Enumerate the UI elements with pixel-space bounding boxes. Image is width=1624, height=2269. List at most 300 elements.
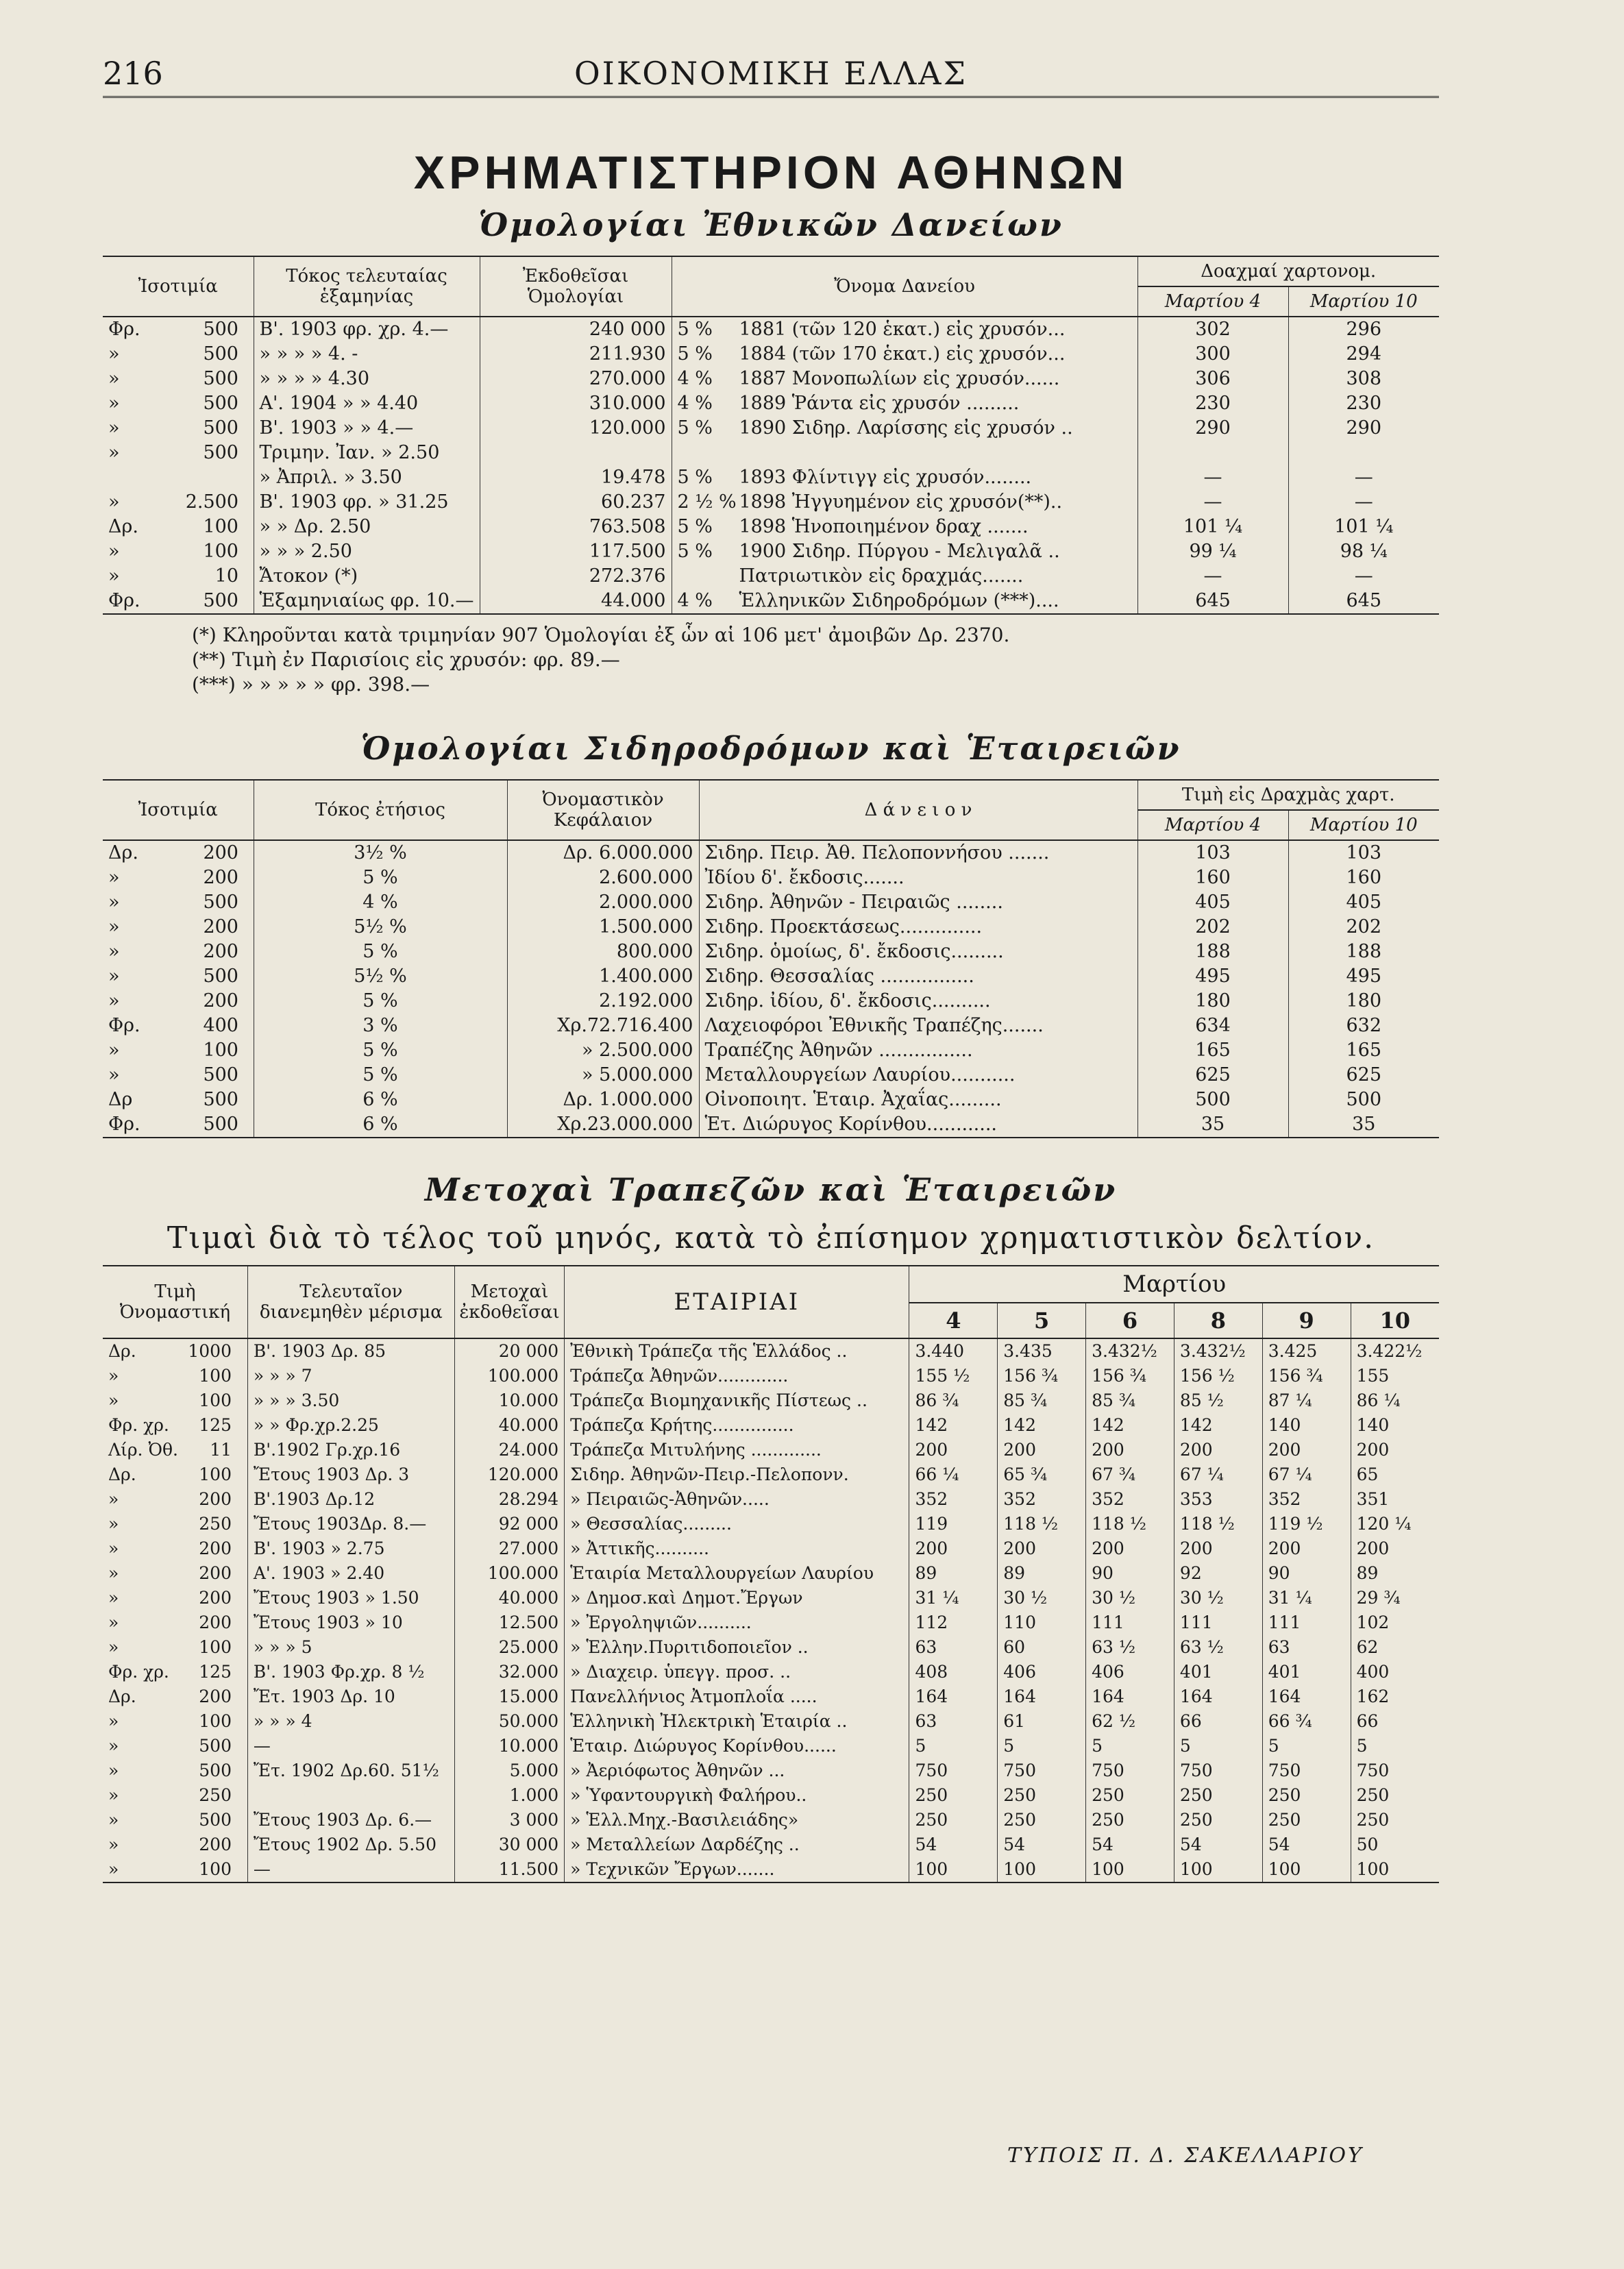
table-cell [672,441,1137,465]
cell-text: 142 [1092,1415,1124,1435]
cell-text: 164 [1268,1687,1301,1706]
table-cell [1086,1536,1174,1561]
table-cell [103,367,254,391]
table-cell [254,367,480,391]
cell-text: 85 ¾ [1092,1390,1136,1410]
cell-text: 103 [1195,842,1231,863]
table-row [103,1487,1439,1512]
cell-text: 140 [1356,1415,1390,1435]
table-row [103,1586,1439,1610]
col-header-isotimia: Ἰσοτιμία [103,780,254,840]
table-row [103,441,1439,465]
table-cell [480,317,672,342]
cell-text: 89 [1003,1563,1026,1583]
cell-text: 67 ¾ [1092,1464,1136,1484]
cell-text: Ἔτους 1903Δρ. 8.— [253,1514,427,1534]
cell-text: Α'. 1904 » » 4.40 [259,393,419,414]
table-cell [1351,1536,1439,1561]
table-cell [1086,1462,1174,1487]
table-cell [1137,416,1288,441]
table-cell [672,317,1137,342]
table-cell [103,342,254,367]
table-cell [254,1088,507,1112]
cell-text: 35 [1201,1114,1225,1135]
cell-text: » Ὑφαντουργικὴ Φαλήρου.. [570,1785,807,1805]
cell-text: Ἑξαμηνιαίως φρ. 10.— [259,590,474,611]
cell-text: Σιδηρ. Ἀθηνῶν-Πειρ.-Πελοπονν. [570,1464,849,1484]
cell-text: 200 [1179,1538,1213,1558]
cell-text: 200 [1179,1440,1213,1460]
cell-text: Ἑλληνικῶν Σιδηροδρόμων (***).... [739,590,1059,611]
table-cell [1137,1014,1288,1038]
table-cell [1137,915,1288,940]
table-cell [1086,1660,1174,1684]
cell-text: Ἑτ. Διώρυγος Κορίνθου............ [704,1114,998,1135]
table-cell [1262,1857,1351,1882]
table-row [103,564,1439,589]
cell-text: 30 000 [498,1835,559,1854]
cell-text: 100 [199,1711,232,1731]
cell-text: 5 % [362,1064,398,1086]
cell-text: 200 [1356,1538,1390,1558]
cell-text: 1889 Ῥάντα εἰς χρυσόν ......... [739,393,1020,414]
table-row [103,367,1439,391]
cell-text: Σιδηρ. ἰδίου, δ'. ἔκδοσις.......... [704,990,991,1011]
table-cell [1137,1063,1288,1088]
cell-text: 250 [199,1514,232,1534]
cell-text: 89 [1356,1563,1379,1583]
cell-text: 4 % [362,892,398,913]
cell-text: 100 [199,1464,232,1484]
table-cell [1086,1734,1174,1758]
cell-text: 200 [199,1538,232,1558]
table-cell [1288,441,1439,465]
table-cell [1288,342,1439,367]
col-header-etairiai: ΕΤΑΙΡΙΑΙ [565,1266,909,1338]
cell-text: 5 [1268,1736,1279,1756]
cell-text: 100 [199,1859,232,1879]
table-cell [1288,840,1439,866]
cell-text: Σιδηρ. Προεκτάσεως.............. [704,916,983,937]
table-cell [565,1512,909,1536]
table-cell [247,1438,454,1462]
cell-text: 250 [1268,1785,1301,1805]
col-header-kefalaion: Ὀνομαστικὸν Κεφάλαιον [507,780,699,840]
cell-text: Β'. 1903 » » 4.— [259,417,414,439]
table-cell [998,1438,1086,1462]
table-cell [103,1660,247,1684]
cell-text: 500 [1195,1089,1231,1110]
table-cell [1351,1783,1439,1808]
table-cell [1086,1783,1174,1808]
page [103,41,1439,1883]
cell-text: 19.478 [601,467,666,488]
cell-text: 100 [199,1637,232,1657]
cell-text: Ἔτους 1902 Δρ. 5.50 [253,1835,436,1854]
table-cell [254,890,507,915]
table-row [103,1635,1439,1660]
table-cell [1086,1364,1174,1388]
running-title: ΟΙΚΟΝΟΜΙΚΗ ΕΛΛΑΣ [574,55,968,92]
table-cell [1288,890,1439,915]
table-cell [1174,1561,1262,1586]
table-cell [1288,964,1439,989]
cell-text: 4 % [677,590,713,611]
table-cell [454,1684,564,1709]
cell-text: 164 [1179,1687,1213,1706]
col-header-date-1: Μαρτίου 4 [1137,810,1288,840]
cell-text: 111 [1268,1612,1301,1632]
table-cell [1137,564,1288,589]
table-cell [247,1660,454,1684]
cell-text: 500 [199,1810,232,1830]
table-cell [1262,1438,1351,1462]
table-row [103,1088,1439,1112]
cell-text: » Μεταλλείων Δαρδέζης .. [570,1835,800,1854]
cell-text: 101 ¼ [1334,516,1394,537]
cell-text: 763.508 [589,516,666,537]
table-cell [454,1832,564,1857]
cell-text: » [108,1810,119,1830]
cell-text: 30 ½ [1003,1588,1048,1608]
cell-text: 406 [1092,1662,1124,1682]
cell-text: 200 [915,1538,948,1558]
cell-text: Λίρ. Ὀθ. [108,1440,178,1460]
table-cell [565,1660,909,1684]
cell-text: 66 ¼ [915,1464,959,1484]
cell-text: » Θεσσαλίας......... [570,1514,732,1534]
cell-text: 250 [1092,1810,1124,1830]
table-cell [247,1536,454,1561]
table-cell [1351,1462,1439,1487]
cell-text: » Ἑλλ.Μηχ.-Βασιλειάδης» [570,1810,799,1830]
col-header-date-2: Μαρτίου 10 [1288,810,1439,840]
cell-text: » Ἀεριόφωτος Ἀθηνῶν ... [570,1761,785,1780]
table-cell [247,1808,454,1832]
cell-text: 50.000 [498,1711,559,1731]
cell-text: 60.237 [601,491,666,513]
cell-text: 240 000 [589,319,666,340]
cell-text: 117.500 [589,541,666,562]
table-cell [103,1512,247,1536]
cell-text: — [1354,467,1373,488]
cell-text: 99 ¼ [1189,541,1237,562]
cell-text: 111 [1179,1612,1213,1632]
cell-text: Τριμην. Ἰαν. » 2.50 [259,442,440,463]
table-cell [103,1413,247,1438]
table-cell [103,989,254,1014]
table-cell [247,1758,454,1783]
cell-text: 645 [1195,590,1231,611]
cell-text: 85 ¾ [1003,1390,1048,1410]
table-row [103,1462,1439,1487]
cell-text: 12.500 [498,1612,559,1632]
cell-text: Ἑλληνικὴ Ἠλεκτρικὴ Ἑταιρία .. [570,1711,848,1731]
cell-text: 140 [1268,1415,1301,1435]
cell-text: 100 [199,1390,232,1410]
table-cell [1262,1512,1351,1536]
cell-text: — [1203,565,1222,587]
table-cell [103,589,254,614]
cell-text: 62 ½ [1092,1711,1136,1731]
cell-text: 3 % [362,1015,398,1036]
table-cell [672,367,1137,391]
table-cell [103,840,254,866]
table-row [103,1512,1439,1536]
table-cell [1174,1709,1262,1734]
cell-text: 1.400.000 [599,966,693,987]
cell-text: 66 [1179,1711,1202,1731]
cell-text: » [108,442,120,463]
table-cell [103,1536,247,1561]
cell-text: 3 000 [509,1810,559,1830]
table-cell [103,564,254,589]
table-cell [103,890,254,915]
cell-text: 5½ % [354,966,407,987]
cell-text: Ἑταιρ. Διώρυγος Κορίνθου...... [570,1736,837,1756]
cell-text: 250 [1003,1810,1036,1830]
table-cell [254,989,507,1014]
document-title: ΧΡΗΜΑΤΙΣΤΗΡΙΟΝ ΑΘΗΝΩΝ [413,147,1129,199]
col-header-day: 8 [1174,1303,1262,1338]
cell-text: 98 ¼ [1340,541,1388,562]
cell-text: 400 [1356,1662,1390,1682]
table-cell [1262,1487,1351,1512]
cell-text: 290 [1195,417,1231,439]
table-cell [1262,1610,1351,1635]
cell-text: 5.000 [509,1761,559,1780]
cell-text: 200 [203,842,238,863]
cell-text: 500 [1346,1089,1382,1110]
cell-text: Ἔτ. 1902 Δρ.60. 51½ [253,1761,439,1780]
table-cell [699,1038,1137,1063]
table-row [103,1388,1439,1413]
cell-text: 1881 (τῶν 120 ἑκατ.) εἰς χρυσόν... [739,319,1066,340]
cell-text: 125 [199,1662,232,1682]
table-cell [1288,866,1439,890]
cell-text: 6 % [362,1089,398,1110]
cell-text: » [108,1835,119,1854]
table-cell [454,1512,564,1536]
cell-text: 63 ½ [1179,1637,1224,1657]
cell-text: — [253,1736,271,1756]
table-cell [454,1758,564,1783]
table-cell [507,840,699,866]
table-cell [247,1364,454,1388]
table-cell [699,989,1137,1014]
table-row [103,1338,1439,1364]
cell-text: 5 % [362,867,398,888]
cell-text: 750 [1092,1761,1124,1780]
cell-text: 3½ % [354,842,407,863]
col-header-date-2: Μαρτίου 10 [1288,286,1439,317]
table-cell [1086,1338,1174,1364]
printer-imprint: ΤΥΠΟΙΣ Π. Δ. ΣΑΚΕΛΛΑΡΙΟΥ [1007,2144,1364,2168]
cell-text: 62 [1356,1637,1379,1657]
table-cell [454,1388,564,1413]
table-cell [480,490,672,515]
cell-text: 406 [1003,1662,1036,1682]
cell-text: Φρ. [108,590,140,611]
cell-text: 25.000 [498,1637,559,1657]
table-cell [1351,1438,1439,1462]
table-cell [1262,1561,1351,1586]
table-cell [1351,1610,1439,1635]
table-cell [565,1364,909,1388]
table-cell [998,1832,1086,1857]
cell-text: 352 [1268,1489,1301,1509]
table-cell [909,1857,998,1882]
cell-text: 250 [915,1785,948,1805]
cell-text: Οἰνοποιητ. Ἑταιρ. Ἀχαΐας......... [704,1089,1002,1110]
cell-text: 500 [203,442,238,463]
table-cell [565,1338,909,1364]
table-cell [247,1610,454,1635]
cell-text: 200 [199,1687,232,1706]
cell-text: 65 [1356,1464,1379,1484]
table-cell [565,1832,909,1857]
table-row [103,490,1439,515]
table-cell [998,1610,1086,1635]
table-cell [454,1487,564,1512]
table-cell [1262,1338,1351,1364]
table-cell [1288,317,1439,342]
cell-text: Β'. 1903 φρ. » 31.25 [259,491,449,513]
table-cell [672,465,1137,490]
cell-text: 200 [1003,1538,1036,1558]
cell-text: 200 [199,1489,232,1509]
table-cell [103,1610,247,1635]
table-cell [1288,490,1439,515]
table-cell [1351,1709,1439,1734]
table-cell [1288,416,1439,441]
table-cell [909,1462,998,1487]
table-cell [998,1684,1086,1709]
table-cell [454,1635,564,1660]
cell-text: Δρ. [108,1464,136,1484]
table-cell [247,1832,454,1857]
table-cell [254,342,480,367]
table-cell [699,1088,1137,1112]
table-cell [480,564,672,589]
cell-text: 750 [1356,1761,1390,1780]
cell-text: » 5.000.000 [581,1064,693,1086]
cell-text: 750 [1268,1761,1301,1780]
cell-text: 3.432½ [1092,1341,1157,1361]
cell-text: » [108,1563,119,1583]
cell-text: 500 [203,966,238,987]
cell-text: » [108,1785,119,1805]
cell-text: 4 % [677,393,713,414]
cell-text: 164 [915,1687,948,1706]
table-row [103,1610,1439,1635]
cell-text: 119 [915,1514,948,1534]
table-cell [1262,1388,1351,1413]
cell-text: 1000 [188,1341,232,1361]
cell-text: » [108,916,120,937]
table-cell [1262,1684,1351,1709]
cell-text: 294 [1346,343,1382,365]
cell-text: 11 [210,1440,232,1460]
col-header-tokos: Τόκος τελευταίας ἑξαμηνίας [254,256,480,317]
cell-text: Τραπέζης Ἀθηνῶν ................ [704,1040,973,1061]
table-cell [254,589,480,614]
table-cell [1351,1364,1439,1388]
cell-text: Σιδηρ. Ἀθηνῶν - Πειραιῶς ........ [704,892,1003,913]
table-cell [103,1808,247,1832]
table-cell [699,1063,1137,1088]
railway-bonds-table [103,779,1439,1138]
cell-text: 156 ¾ [1092,1366,1146,1386]
cell-text: 300 [1195,343,1231,365]
section-1-title: Ὁμολογίαι Ἐθνικῶν Δανείων [478,206,1063,243]
col-header-day: 6 [1086,1303,1174,1338]
cell-text: 250 [199,1785,232,1805]
table-cell [699,1112,1137,1138]
table-cell [565,1536,909,1561]
table-cell [1137,317,1288,342]
table-cell [103,317,254,342]
cell-text: » [108,941,120,962]
cell-text: » » » » 4. - [259,343,358,365]
cell-text: 500 [203,892,238,913]
table-cell [254,940,507,964]
cell-text: Τράπεζα Κρήτης............... [570,1415,794,1435]
cell-text: » [108,1859,119,1879]
cell-text: » Ἀπριλ. » 3.50 [259,467,402,488]
table-cell [1086,1413,1174,1438]
cell-text: — [253,1859,271,1879]
table-cell [254,441,480,465]
cell-text: Σιδηρ. ὁμοίως, δ'. ἔκδοσις......... [704,941,1004,962]
cell-text: 302 [1195,319,1231,340]
table-cell [672,391,1137,416]
table-cell [909,1709,998,1734]
cell-text: 500 [203,1089,238,1110]
table-cell [454,1561,564,1586]
table-cell [480,367,672,391]
table-cell [998,1857,1086,1882]
cell-text: Α'. 1903 » 2.40 [253,1563,385,1583]
cell-text: 100 [203,1040,238,1061]
table-cell [454,1338,564,1364]
cell-text: Χρ.72.716.400 [557,1015,693,1036]
cell-text: 250 [1268,1810,1301,1830]
cell-text: 495 [1195,966,1231,987]
cell-text: 100 [1268,1859,1301,1879]
cell-text: 188 [1195,941,1231,962]
table-cell [1174,1684,1262,1709]
col-header-metochai: Μετοχαὶ ἐκδοθεῖσαι [454,1266,564,1338]
cell-text: » [108,892,120,913]
table-cell [1351,1734,1439,1758]
section-3-title: Μετοχαὶ Τραπεζῶν καὶ Ἑταιρειῶν [424,1171,1118,1208]
table-row [103,391,1439,416]
cell-text: 61 [1003,1711,1026,1731]
cell-text: 200 [199,1612,232,1632]
table-cell [454,1808,564,1832]
table-cell [1137,940,1288,964]
cell-text: » [108,491,120,513]
cell-text: » » » » 4.30 [259,368,370,389]
table-cell [1137,539,1288,564]
cell-text: 250 [1179,1810,1213,1830]
cell-text: 118 ½ [1179,1514,1235,1534]
table-cell [103,866,254,890]
cell-text: 165 [1195,1040,1231,1061]
col-header-date-1: Μαρτίου 4 [1137,286,1288,317]
table-cell [1262,1734,1351,1758]
